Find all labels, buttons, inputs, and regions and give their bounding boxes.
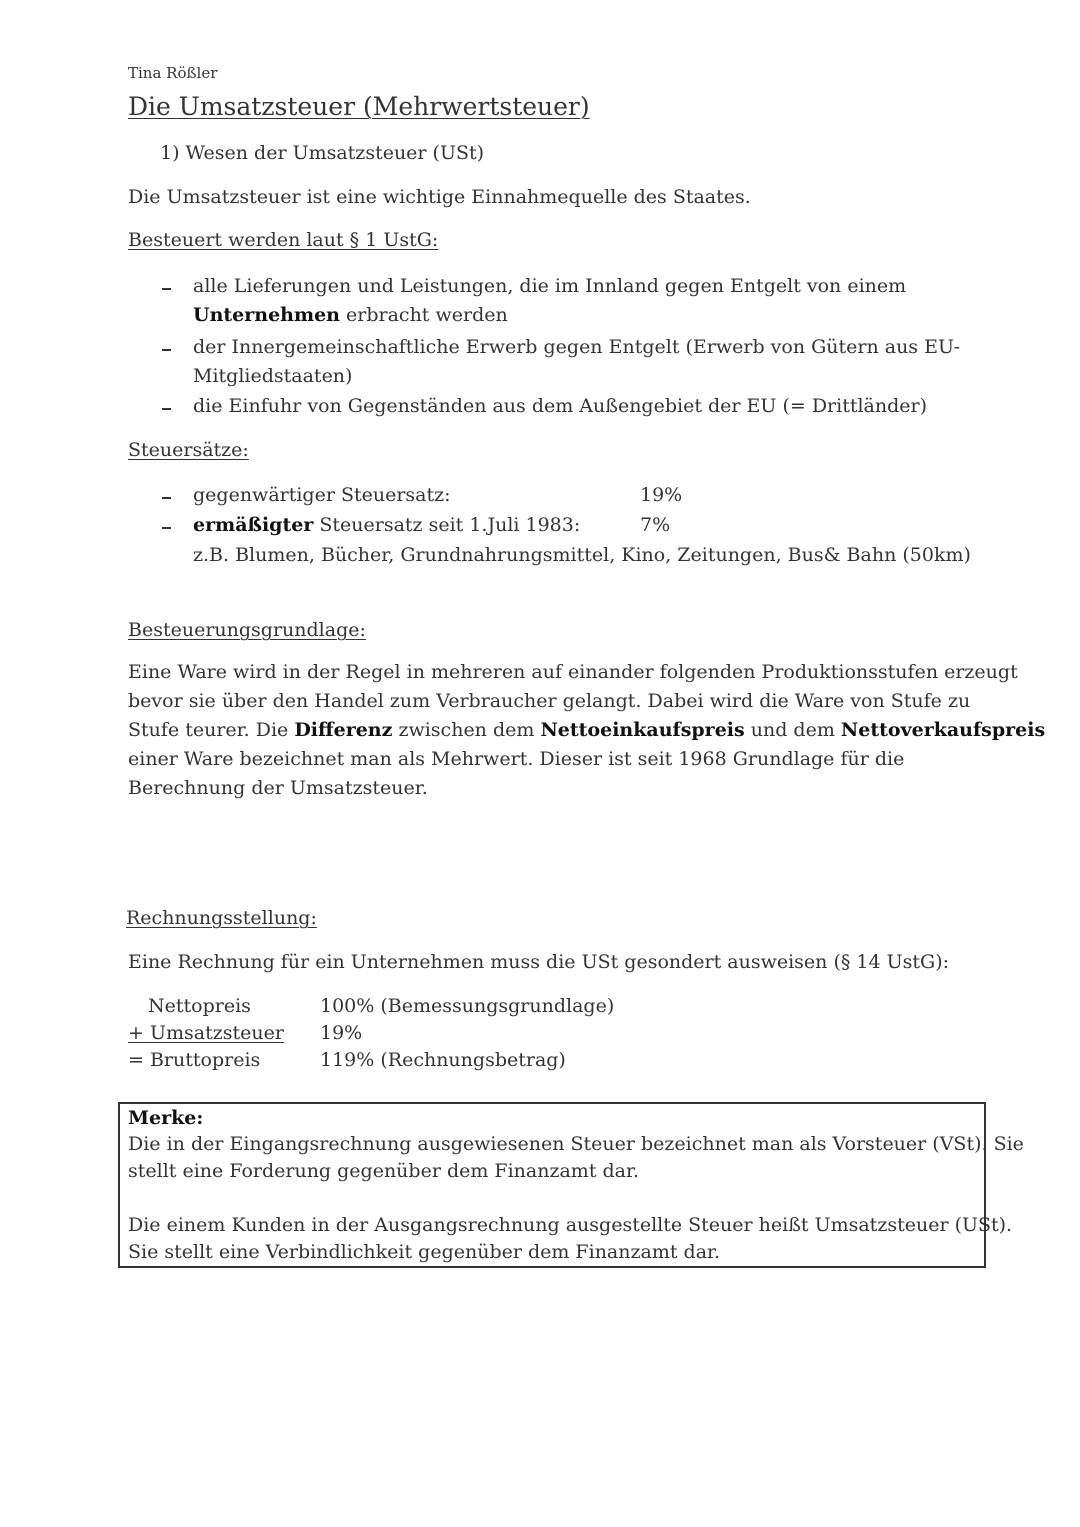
rechnung-intro: Eine Rechnung für ein Unternehmen muss die USt gesondert ausweisen (§ 14 UstG): [128,951,950,973]
reduced-rate-value: 7% [640,514,671,536]
bullet-dash [162,497,171,499]
bullet-dash [162,527,171,529]
calc-value-net: 100% (Bemessungsgrundlage) [320,995,615,1017]
reduced-rate-examples: z.B. Blumen, Bücher, Grundnahrungsmittel, Kino, Zeitungen, Bus& Bahn (50km) [193,544,971,566]
section-heading: 1) Wesen der Umsatzsteuer (USt) [160,142,485,164]
bold-term: Nettoeinkaufspreis [540,719,745,741]
bold-term: Differenz [294,719,393,741]
calc-label-net: Nettopreis [148,995,251,1017]
author-name: Tina Rößler [128,64,218,82]
merke-line: Die einem Kunden in der Ausgangsrechnung ausgestellte Steuer heißt Umsatzsteuer (USt). [128,1214,1013,1236]
calc-value-gross: 119% (Rechnungsbetrag) [320,1049,566,1071]
paragraph-line: Eine Ware wird in der Regel in mehreren auf einander folgenden Produktionsstufen erzeugt [128,661,1018,683]
calc-label-gross: = Bruttopreis [128,1049,261,1071]
paragraph-line: einer Ware bezeichnet man als Mehrwert. Dieser ist seit 1968 Grundlage für die [128,748,905,770]
grundlage-heading: Besteuerungsgrundlage: [128,619,366,641]
steuersaetze-heading: Steuersätze: [128,439,249,461]
merke-line: stellt eine Forderung gegenüber dem Finanzamt dar. [128,1160,640,1182]
list-item: der Innergemeinschaftliche Erwerb gegen Entgelt (Erwerb von Gütern aus EU- [193,336,961,358]
bullet-dash [162,349,171,351]
merke-line: Sie stellt eine Verbindlichkeit gegenüber dem Finanzamt dar. [128,1241,721,1263]
bold-term: Nettoverkaufspreis [840,719,1046,741]
intro-text: Die Umsatzsteuer ist eine wichtige Einnahmequelle des Staates. [128,186,751,208]
merke-line: Die in der Eingangsrechnung ausgewiesenen Steuer bezeichnet man als Vorsteuer (VSt). Sie [128,1133,1024,1155]
merke-heading: Merke: [128,1107,204,1129]
list-item: alle Lieferungen und Leistungen, die im Innland gegen Entgelt von einem [193,275,907,297]
bold-term: Unternehmen [193,304,340,326]
bold-term: ermäßigter [193,514,314,536]
paragraph-line: bevor sie über den Handel zum Verbraucher gelangt. Dabei wird die Ware von Stufe zu [128,690,971,712]
list-item-continuation: Unternehmen erbracht werden [193,304,508,326]
besteuert-heading: Besteuert werden laut § 1 UstG: [128,229,439,251]
calc-value-tax: 19% [320,1022,363,1044]
calc-label-tax: + Umsatzsteuer [128,1022,284,1044]
list-item: die Einfuhr von Gegenständen aus dem Außengebiet der EU (= Drittländer) [193,395,928,417]
paragraph-line: Berechnung der Umsatzsteuer. [128,777,428,799]
reduced-rate-label: ermäßigter Steuersatz seit 1.Juli 1983: [193,514,581,536]
page-title: Die Umsatzsteuer (Mehrwertsteuer) [128,92,590,121]
regular-rate-value: 19% [640,484,683,506]
paragraph-line: Stufe teurer. Die Differenz zwischen dem Nettoeinkaufspreis und dem Nettoverkaufspreis [128,719,1046,741]
rechnung-heading: Rechnungsstellung: [126,907,317,929]
bullet-dash [162,408,171,410]
bullet-dash [162,288,171,290]
regular-rate-label: gegenwärtiger Steuersatz: [193,484,451,506]
list-item-continuation: Mitgliedstaaten) [193,365,353,387]
